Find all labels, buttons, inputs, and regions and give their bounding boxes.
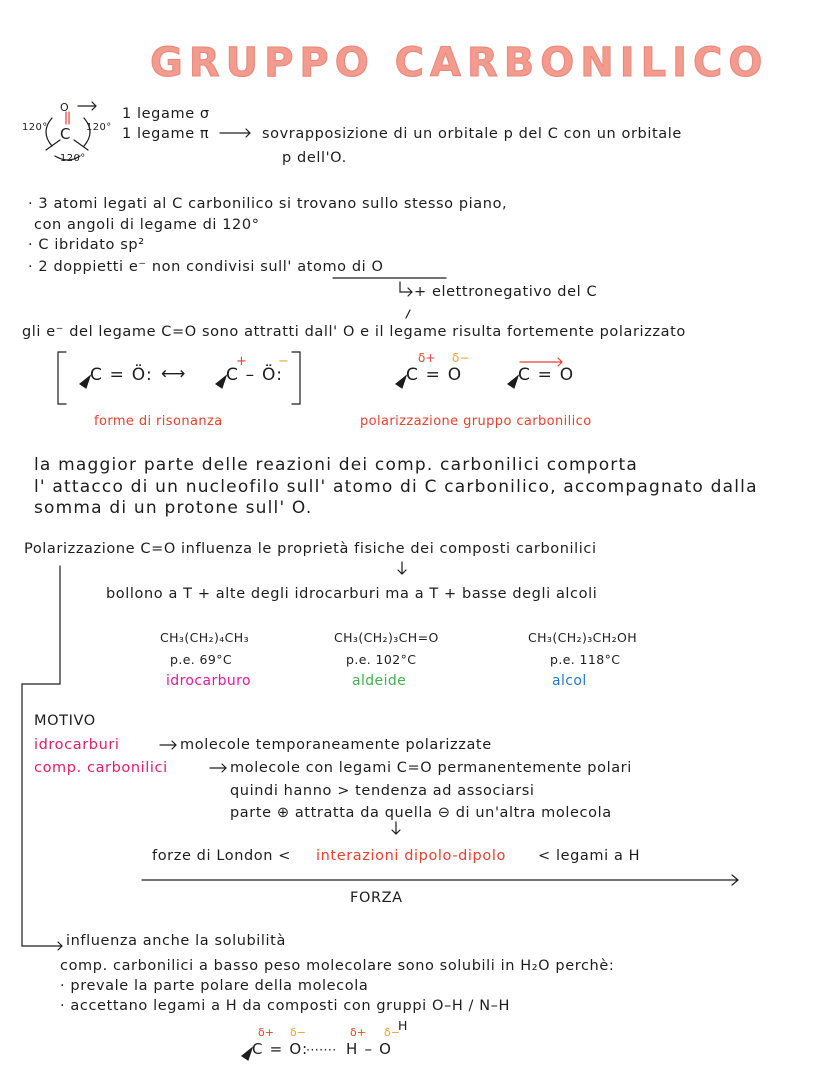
compound-label: idrocarburo [166,673,251,689]
delta-minus: δ− [452,351,470,365]
tick-mark [406,310,410,318]
minus-charge: − [278,354,289,369]
force-hbond: < legami a H [538,848,641,864]
down-arrow-icon [398,562,406,574]
motivo-line-3: quindi hanno > tendenza ad associarsi [230,783,535,799]
solubility-line-1: comp. carbonilici a basso peso molecolare sono solubili in H₂O perchè: [60,958,615,974]
angle-left: 120° [22,122,48,133]
prop-plane: · 3 atomi legati al C carbonilico si trovano sullo stesso piano, [28,196,508,212]
carbon-label: C [60,125,71,143]
hb-delta-minus-2: δ− [384,1026,400,1039]
structure-arrow [78,102,96,110]
force-axis-label: FORZA [350,890,403,906]
pi-explanation-2: p dell'O. [282,150,347,166]
caption-polarization: polarizzazione gruppo carbonilico [360,414,592,429]
boiling-sentence: bollono a T + alte degli idrocarburi ma a T + basse degli alcoli [106,586,598,602]
polarization-sentence: gli e⁻ del legame C=O sono attratti dall' O e il legame risulta fortemente polarizzato [22,324,686,340]
page-title: GRUPPO CARBONILICO [150,40,769,86]
force-axis-arrow [142,875,738,885]
pi-arrow-icon [220,129,250,137]
reactions-line-2: l' attacco di un nucleofilo sull' atomo di C carbonilico, accompagnato dalla [34,477,758,497]
hb-dots: ······· [306,1042,337,1057]
hb-water: H – O [346,1040,393,1058]
hb-delta-plus-1: δ+ [258,1026,274,1039]
boiling-point: p.e. 102°C [346,652,417,667]
caption-resonance: forme di risonanza [94,414,223,429]
arrow-icon [160,741,176,749]
angle-bottom: 120° [60,153,86,164]
polarized-form-1: C = O [406,365,463,385]
motivo-rest-2: molecole con legami C=O permanentemente polari [230,760,632,776]
prop-lone-pairs: · 2 doppietti e⁻ non condivisi sull' atomo di O [28,259,384,275]
solubility-heading: influenza anche la solubilità [66,933,286,949]
force-london: forze di London < [152,848,292,864]
solubility-line-3: · accettano legami a H da composti con gruppi O–H / N–H [60,998,511,1014]
wedge-icon [80,376,90,388]
boiling-point: p.e. 118°C [550,652,621,667]
formula: CH₃(CH₂)₃CH₂OH [528,630,638,645]
polarized-form-2: C = O [518,365,575,385]
arrow-icon [400,282,412,296]
prop-angle: con angoli di legame di 120° [34,217,260,233]
motivo-key-1: idrocarburi [34,737,120,753]
bracket-right [292,352,300,404]
hb-carbonyl: C = O: [252,1040,309,1058]
bracket-left [58,352,66,404]
force-dipole: interazioni dipolo-dipolo [316,848,506,864]
formula: CH₃(CH₂)₄CH₃ [160,630,249,645]
hb-delta-plus-2: δ+ [350,1026,366,1039]
plus-charge: + [236,354,247,369]
reactions-line-3: somma di un protone sull' O. [34,498,313,518]
structure-bonds [46,140,88,150]
bracket-connector [22,566,62,950]
angle-right: 120° [86,122,112,133]
physical-heading: Polarizzazione C=O influenza le proprietà fisiche dei composti carbonilici [24,541,597,557]
resonance-form-1: C = Ö: [90,365,153,385]
compound-label: aldeide [352,673,407,689]
angle-arcs [46,118,90,160]
solubility-line-2: · prevale la parte polare della molecola [60,978,369,994]
hb-delta-minus-1: δ− [290,1026,306,1039]
boiling-point: p.e. 69°C [170,652,233,667]
reactions-line-1: la maggior parte delle reazioni dei comp. carbonilici comporta [34,455,638,475]
polarization-arrow-icon [520,358,562,366]
motivo-heading: MOTIVO [34,713,96,729]
motivo-key-2: comp. carbonilici [34,760,168,776]
resonance-arrow: ⟷ [161,364,187,384]
motivo-rest-1: molecole temporaneamente polarizzate [180,737,492,753]
delta-plus: δ+ [418,351,436,365]
pi-explanation-1: sovrapposizione di un orbitale p del C con un orbitale [262,126,682,142]
motivo-line-4: parte ⊕ attratta da quella ⊖ di un'altra molecola [230,805,612,821]
formula: CH₃(CH₂)₃CH=O [334,630,439,645]
compound-label: alcol [552,673,587,689]
prop-electroneg: + elettronegativo del C [414,284,598,300]
prop-hybrid: · C ibridato sp² [28,237,145,253]
arrow-icon [210,764,226,772]
resonance-form-2: C – Ö: [226,365,284,385]
sigma-bond: 1 legame σ [122,106,210,122]
down-arrow-icon [392,822,400,834]
pi-bond: 1 legame π [122,126,210,142]
hb-water-h: H [398,1018,408,1033]
oxygen-label: O [60,101,70,114]
